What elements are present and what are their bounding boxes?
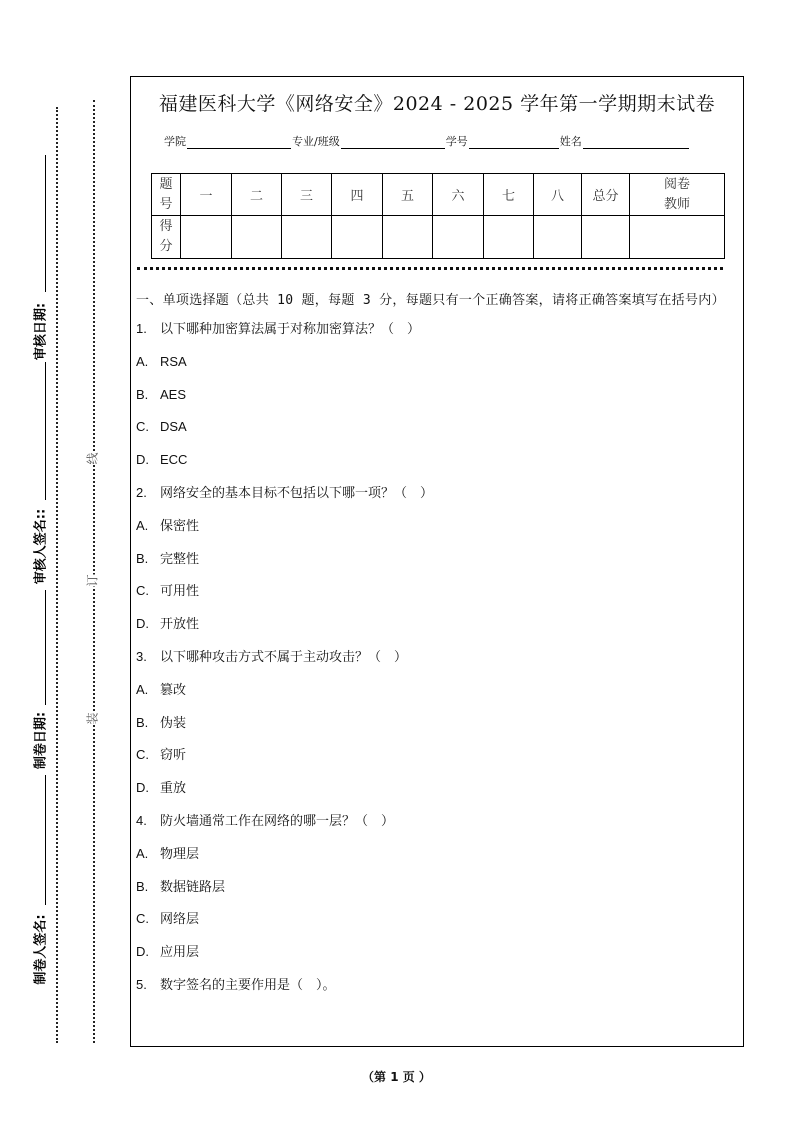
page-number: （第 1 页 ）: [362, 1070, 431, 1084]
option-text: 网络层: [160, 912, 200, 928]
column-header: 五: [383, 174, 433, 216]
score-cell[interactable]: [181, 216, 232, 259]
grader-header: 阅卷 教师: [630, 174, 725, 216]
compile-date-label: 制卷日期:: [33, 711, 49, 770]
column-header: 六: [433, 174, 484, 216]
option: [136, 613, 735, 646]
option-key: A.: [136, 845, 149, 861]
option: [136, 416, 735, 449]
section-heading: 一、单项选择题（总共 10 题，每题 3 分，每题只有一个正确答案，请将正确答案填写在括号内）: [136, 293, 725, 308]
option: [136, 548, 735, 581]
option-key: B.: [136, 714, 149, 730]
option: [136, 449, 735, 482]
option: [136, 876, 735, 909]
option-text: 物理层: [160, 846, 200, 862]
section-single-choice: [136, 290, 735, 1007]
total-score-cell[interactable]: [582, 216, 630, 259]
column-header: 八: [534, 174, 582, 216]
option: [136, 744, 735, 777]
option: [136, 777, 735, 810]
review-date-label: 审核日期:: [33, 302, 49, 361]
option: [136, 580, 735, 613]
score-cell[interactable]: [232, 216, 282, 259]
college-field[interactable]: [187, 136, 291, 149]
option-key: A.: [136, 353, 149, 369]
major-class-label: 专业/班级: [292, 135, 340, 148]
question-number-header: 题 号: [152, 174, 181, 216]
signature-line: [45, 362, 46, 500]
score-cell[interactable]: [534, 216, 582, 259]
question-text: 以下哪种攻击方式不属于主动攻击？（ ）: [160, 649, 408, 665]
option-text: 保密性: [160, 518, 200, 534]
option: [136, 843, 735, 876]
option-text: 窃听: [160, 748, 187, 764]
signature-line: [45, 590, 46, 705]
option: [136, 384, 735, 417]
option-key: B.: [136, 550, 149, 566]
column-header: 三: [282, 174, 332, 216]
question-text: 防火墙通常工作在网络的哪一层？（ ）: [160, 813, 395, 829]
exam-frame: [130, 76, 744, 1047]
column-header: 二: [232, 174, 282, 216]
question-text: 网络安全的基本目标不包括以下哪一项？（ ）: [160, 485, 434, 501]
option-text: 开放性: [160, 617, 200, 633]
option-text: 可用性: [160, 584, 200, 600]
reviewer-signature-label: 审核人签名::: [33, 508, 49, 585]
binding-dotted-line-outer: [56, 107, 58, 1043]
option: [136, 351, 735, 384]
option: [136, 679, 735, 712]
total-score-header: 总分: [582, 174, 630, 216]
signature-line: [45, 775, 46, 905]
binding-char-bind: 装: [82, 712, 103, 724]
question: [136, 646, 735, 679]
exam-title: 福建医科大学《网络安全》2024 - 2025 学年第一学期期末试卷: [158, 93, 716, 115]
score-cell[interactable]: [484, 216, 534, 259]
option-text: ECC: [160, 452, 188, 468]
question: [136, 318, 735, 351]
question: [136, 810, 735, 843]
binding-char-staple: 订: [82, 574, 103, 586]
option-key: C.: [136, 419, 149, 435]
option-key: C.: [136, 583, 149, 599]
option-text: 数据链路层: [160, 879, 226, 895]
option-key: D.: [136, 944, 149, 960]
option-key: D.: [136, 616, 149, 632]
question-number: 3.: [136, 648, 147, 664]
score-cell[interactable]: [332, 216, 383, 259]
option-text: 重放: [160, 781, 187, 797]
score-row-header: 得 分: [152, 216, 181, 259]
option-key: B.: [136, 386, 149, 402]
option: [136, 515, 735, 548]
option-text: 完整性: [160, 551, 200, 567]
name-label: 姓名: [559, 135, 582, 148]
question-text: 数字签名的主要作用是（ ）。: [160, 977, 336, 993]
option-key: D.: [136, 780, 149, 796]
question: [136, 482, 735, 515]
grader-cell[interactable]: [630, 216, 725, 259]
question-number: 5.: [136, 976, 147, 992]
question: [136, 974, 735, 1007]
score-cell[interactable]: [383, 216, 433, 259]
option-text: AES: [160, 386, 187, 402]
college-label: 学院: [164, 135, 186, 148]
option-text: DSA: [160, 419, 187, 435]
option-key: C.: [136, 911, 149, 927]
compiler-signature-label: 制卷人签名:: [33, 914, 49, 985]
student-id-label: 学号: [445, 135, 468, 148]
option: [136, 712, 735, 745]
score-table: [151, 173, 725, 259]
score-cell[interactable]: [282, 216, 332, 259]
question-number: 1.: [136, 321, 147, 336]
student-id-field[interactable]: [469, 136, 559, 149]
option-text: RSA: [160, 353, 187, 369]
dotted-separator: [137, 267, 723, 270]
signature-line: [45, 155, 46, 292]
column-header: 七: [484, 174, 534, 216]
major-class-field[interactable]: [341, 136, 445, 149]
option-text: 应用层: [160, 945, 200, 961]
option-key: A.: [136, 517, 149, 533]
option: [136, 941, 735, 974]
score-table-header-row: [152, 174, 725, 216]
option-text: 伪装: [160, 715, 187, 731]
option-key: A.: [136, 681, 149, 697]
option-key: D.: [136, 452, 149, 468]
column-header: 一: [181, 174, 232, 216]
question-number: 2.: [136, 484, 147, 500]
name-field[interactable]: [583, 136, 689, 149]
question-number: 4.: [136, 812, 147, 828]
option-text: 篡改: [160, 682, 187, 698]
student-info-row: [164, 133, 690, 149]
option-key: B.: [136, 878, 149, 894]
option-key: C.: [136, 747, 149, 763]
binding-char-line: 线: [82, 452, 103, 464]
column-header: 四: [332, 174, 383, 216]
question-text: 以下哪种加密算法属于对称加密算法？（ ）: [160, 322, 421, 337]
score-table-score-row: [152, 216, 725, 259]
score-cell[interactable]: [433, 216, 484, 259]
option: [136, 908, 735, 941]
binding-dotted-line-inner: [93, 100, 95, 1043]
